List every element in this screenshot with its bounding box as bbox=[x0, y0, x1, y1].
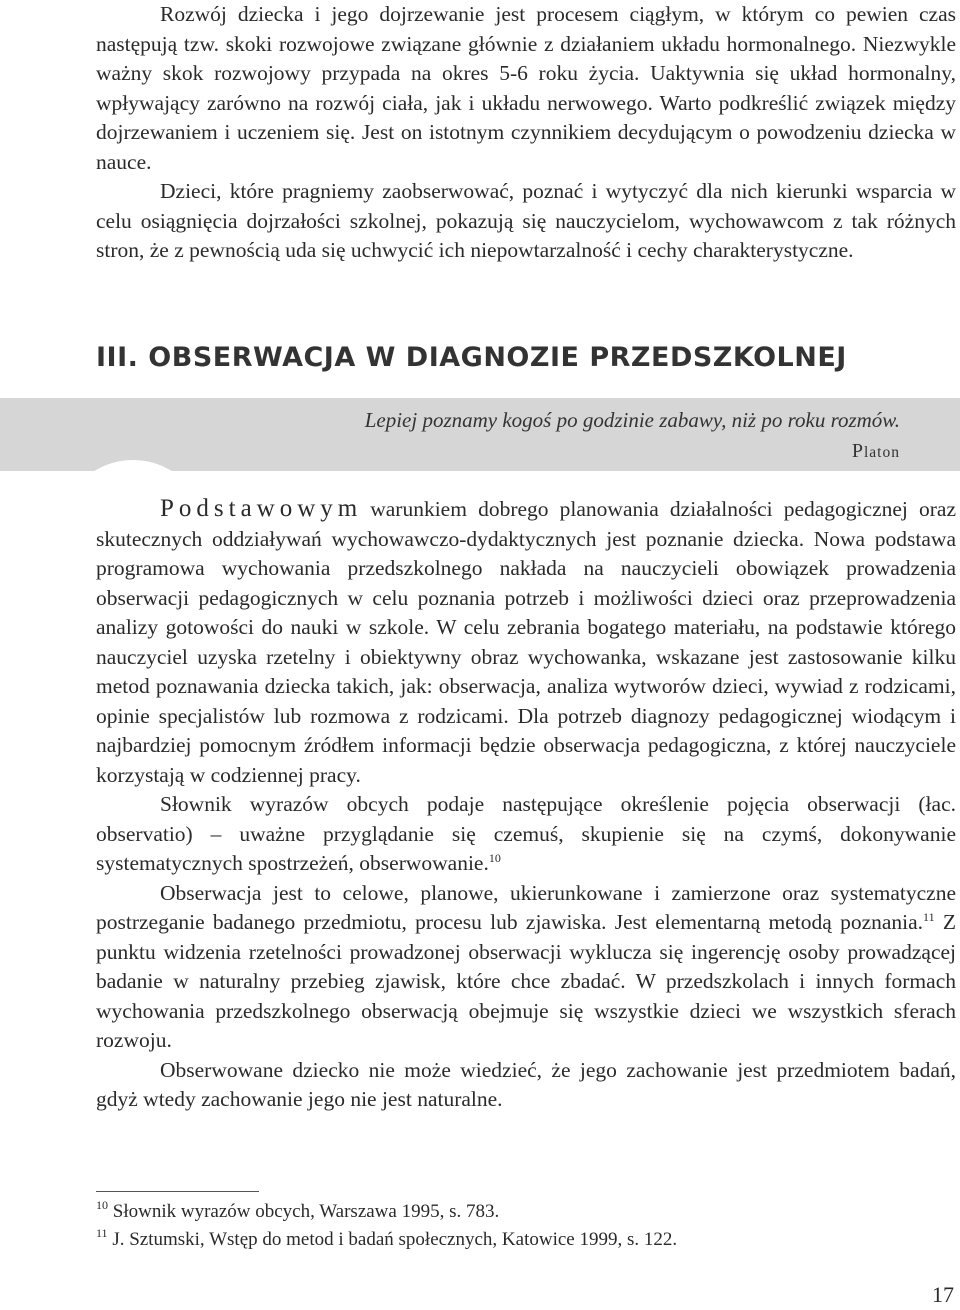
section-heading: III. OBSERWACJA W DIAGNOZIE PRZEDSZKOLNEJ bbox=[96, 342, 847, 373]
body-paragraph-4: Obserwowane dziecko nie może wiedzieć, że jego zachowanie jest przedmiotem badań, gdyż wtedy zachowanie jego nie jest naturalne. bbox=[96, 1057, 956, 1111]
footnote-number: 11 bbox=[96, 1226, 108, 1240]
body-paragraph-3-text-b: Z punktu widzenia rzetelności prowadzonej obserwacji wyklucza się ingerencję osoby prowadzącej badanie w naturalny przebieg zjawisk, które chce zbadać. W przedszkolach i innych formach wychowania przedszkolnego obserwacją obejmuje się wszystkie dzieci we wszystkich sferach rozwoju. bbox=[96, 910, 956, 1052]
intro-paragraph-2: Dzieci, które pragniemy zaobserwować, poznać i wytyczyć dla nich kierunki wsparcia w celu osiągnięcia dojrzałości szkolnej, pokazują się nauczycielom, wychowawcom z tak różnych stron, że z pewnością uda się uchwycić ich niepowtarzalność i cechy charakterystyczne. bbox=[96, 179, 956, 262]
footnote-text: Słownik wyrazów obcych, Warszawa 1995, s. 783. bbox=[112, 1201, 500, 1222]
footnote-text: J. Sztumski, Wstęp do metod i badań społecznych, Katowice 1999, s. 122. bbox=[112, 1229, 678, 1250]
epigraph-author: Platon bbox=[851, 440, 900, 462]
body-paragraph-3 bbox=[96, 879, 956, 1056]
body-text bbox=[96, 494, 956, 1115]
body-paragraph-3-text-a: Obserwacja jest to celowe, planowe, ukierunkowane i zamierzone oraz systematyczne postrzeganie badanego przedmiotu, procesu lub zjawiska. Jest elementarną metodą poznania. bbox=[96, 880, 956, 934]
body-paragraph-1 bbox=[96, 494, 956, 790]
footnote-number: 10 bbox=[96, 1198, 108, 1212]
body-paragraph-2 bbox=[96, 790, 956, 879]
intro-paragraph-1: Rozwój dziecka i jego dojrzewanie jest procesem ciągłym, w którym co pewien czas następują tzw. skoki rozwojowe związane głównie z działaniem układu hormonalnego. Niezwykle ważny skok rozwojowy przypada na okres 5-6 roku życia. Uaktywnia się układ hormonalny, wpływający zarówno na rozwój ciała, jak i układu nerwowego. Warto podkreślić związek między dojrzewaniem i uczeniem się. Jest on istotnym czynnikiem decydującym o powodzeniu dziecka w nauce. bbox=[96, 2, 956, 174]
decorative-ring bbox=[48, 460, 218, 471]
body-paragraph-1-text: warunkiem dobrego planowania działalności pedagogicznej oraz skutecznych oddziaływań wychowawczo-dydaktycznych jest poznanie dziecka. Nowa podstawa programowa wychowania przedszkolnego nakłada na nauczycieli obowiązek prowadzenia obserwacji pedagogicznych w celu poznania potrzeb i możliwości dzieci oraz przeprowadzenia analizy gotowości do nauki w szkole. W celu zebrania bogatego materiału, na podstawie którego nauczyciel uzyska rzetelny i obiektywny obraz wychowanka, wskazane jest zastosowanie kilku metod poznawania dziecka takich, jak: obserwacja, analiza wytworów dzieci, wywiad z rodzicami, opinie specjalistów lub rozmowa z rodzicami. Dla potrzeb diagnozy pedagogicznej wiodącym i najbardziej pomocnym źródłem informacji będzie obserwacja pedagogiczna, z której nauczyciele korzystają w codziennej pracy. bbox=[96, 497, 956, 787]
footnote-ref-10[interactable]: 10 bbox=[488, 851, 501, 865]
lead-word: Podstawowym bbox=[160, 495, 363, 522]
footnote-divider bbox=[96, 1191, 259, 1192]
epigraph-quote: Lepiej poznamy kogoś po godzinie zabawy, niż po roku rozmów. bbox=[364, 408, 900, 432]
footnote-item bbox=[96, 1226, 956, 1254]
footnotes bbox=[96, 1198, 956, 1254]
footnote-item bbox=[96, 1198, 956, 1226]
body-paragraph-2-text: Słownik wyrazów obcych podaje następujące określenie pojęcia obserwacji (łac. observatio) – uważne przyglądanie się czemuś, skupienie się na czymś, dokonywanie systematycznych spostrzeżeń, obserwowanie. bbox=[96, 792, 956, 875]
quote-band bbox=[0, 398, 960, 471]
footnote-ref-11[interactable]: 11 bbox=[923, 910, 935, 924]
page-number: 17 bbox=[932, 1282, 954, 1307]
intro-text bbox=[96, 0, 956, 266]
